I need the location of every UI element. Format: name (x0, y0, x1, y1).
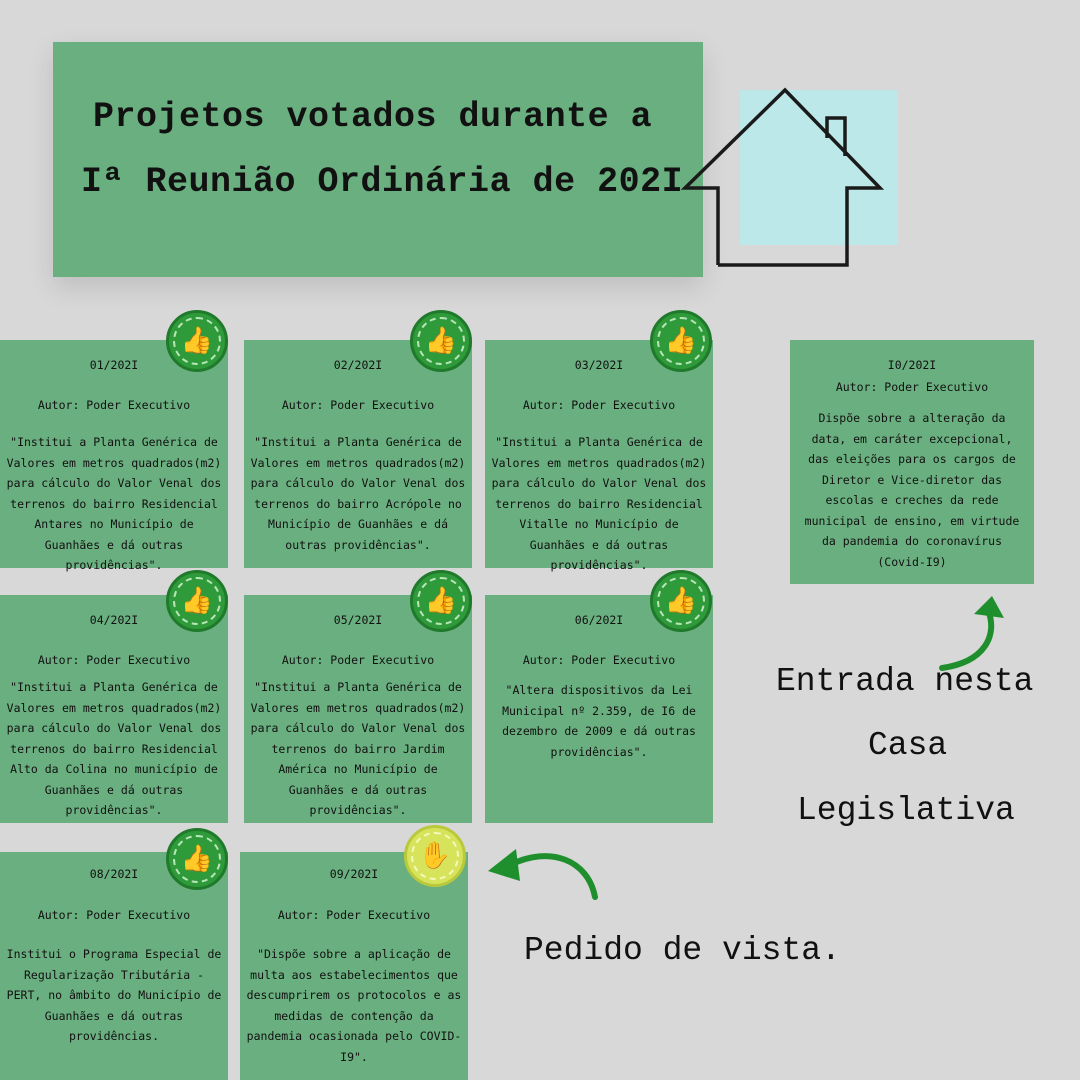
entrada-label-line-2: Casa (868, 727, 948, 764)
approved-badge (410, 570, 472, 632)
project-author: Autor: Poder Executivo (277, 908, 431, 922)
thumbs-up-icon: 👍 (657, 317, 705, 365)
project-description: Dispõe sobre a alteração da data, em caráter excepcional, das eleições para os cargos de Diretor e Vice-diretor das escolas e creches da rede municipal de ensino, em virtude da pandemia do coronavírus (Covid-I9) (804, 411, 1020, 569)
title-banner (53, 42, 703, 277)
thumbs-up-icon: 👍 (417, 317, 465, 365)
project-description: "Institui a Planta Genérica de Valores em metros quadrados(m2) para cálculo do Valor Venal dos terrenos do bairro Jardim América no Município de Guanhães e dá outras providências". (250, 680, 466, 817)
house-outline-icon (670, 80, 900, 280)
project-author: Autor: Poder Executivo (522, 398, 676, 412)
project-number: 05/202I (333, 613, 383, 627)
curved-arrow-left-icon (480, 835, 610, 905)
project-author: Autor: Poder Executivo (37, 398, 191, 412)
approved-badge (166, 570, 228, 632)
project-number: 09/202I (329, 867, 379, 881)
approved-badge (650, 310, 712, 372)
project-number: 03/202I (574, 358, 624, 372)
page-title-line-1: Projetos votados durante a (93, 97, 653, 137)
thumbs-up-icon: 👍 (173, 835, 221, 883)
project-description: "Altera dispositivos da Lei Municipal nº 2.359, de I6 de dezembro de 2009 e dá outras providências". (502, 683, 696, 759)
approved-badge (166, 828, 228, 890)
approved-badge (166, 310, 228, 372)
project-card-10 (790, 340, 1034, 584)
entrada-label-line-1: Entrada nesta (776, 663, 1034, 700)
project-number: I0/202I (887, 358, 937, 372)
project-card-03 (485, 340, 713, 572)
project-description: "Institui a Planta Genérica de Valores em metros quadrados(m2) para cálculo do Valor Venal dos terrenos do bairro Residencial Antares no Município de Guanhães e dá outras providências". (6, 435, 222, 572)
thumbs-up-icon: 👍 (173, 317, 221, 365)
open-hand-icon: ✋ (411, 832, 459, 880)
project-author: Autor: Poder Executivo (37, 653, 191, 667)
project-author: Autor: Poder Executivo (522, 653, 676, 667)
project-number: 01/202I (89, 358, 139, 372)
pending-badge (404, 825, 466, 887)
pedido-label: Pedido de vista. (524, 932, 841, 969)
project-author: Autor: Poder Executivo (835, 380, 989, 394)
project-description: "Institui a Planta Genérica de Valores em metros quadrados(m2) para cálculo do Valor Venal dos terrenos do bairro Acrópole no Município de Guanhães e dá outras providências". (250, 435, 466, 552)
project-number: 04/202I (89, 613, 139, 627)
project-author: Autor: Poder Executivo (281, 398, 435, 412)
project-author: Autor: Poder Executivo (281, 653, 435, 667)
thumbs-up-icon: 👍 (657, 577, 705, 625)
project-number: 02/202I (333, 358, 383, 372)
project-author: Autor: Poder Executivo (37, 908, 191, 922)
entrada-label-line-3: Legislativa (797, 792, 1015, 829)
project-description: "Institui a Planta Genérica de Valores em metros quadrados(m2) para cálculo do Valor Venal dos terrenos do bairro Residencial Vitalle no Município de Guanhães e dá outras providências". (491, 435, 707, 572)
project-number: 06/202I (574, 613, 624, 627)
project-description: "Institui a Planta Genérica de Valores em metros quadrados(m2) para cálculo do Valor Venal dos terrenos do bairro Residencial Alto da Colina no município de Guanhães e dá outras providências". (6, 680, 222, 817)
project-number: 08/202I (89, 867, 139, 881)
project-description: Institui o Programa Especial de Regularização Tributária - PERT, no âmbito do Município de Guanhães e dá outras providências. (6, 947, 222, 1043)
thumbs-up-icon: 👍 (417, 577, 465, 625)
project-description: "Dispõe sobre a aplicação de multa aos estabelecimentos que descumprirem os protocolos e as medidas de contenção da pandemia ocasionada pelo COVID-I9". (246, 947, 462, 1064)
page-title-line-2: Iª Reunião Ordinária de 202I (81, 162, 684, 202)
project-card-01 (0, 340, 228, 572)
project-card-02 (244, 340, 472, 568)
approved-badge (650, 570, 712, 632)
thumbs-up-icon: 👍 (173, 577, 221, 625)
approved-badge (410, 310, 472, 372)
